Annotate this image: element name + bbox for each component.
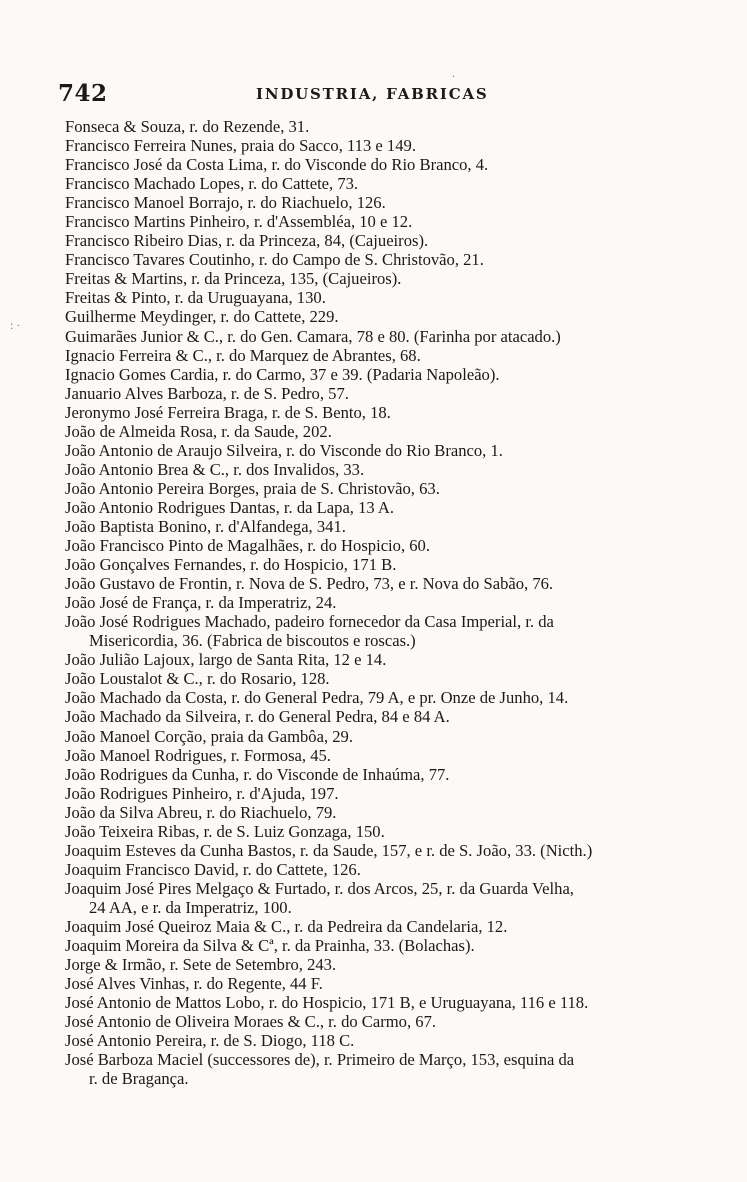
directory-entry: João Antonio Brea & C., r. dos Invalidos, 33. [65,459,365,479]
directory-entry: Freitas & Martins, r. da Princeza, 135, (Cajueiros). [65,269,402,289]
directory-entry: Guilherme Meydinger, r. do Cattete, 229. [65,307,339,327]
directory-entry: João Manoel Corção, praia da Gambôa, 29. [65,726,353,746]
directory-entry: Fonseca & Souza, r. do Rezende, 31. [65,117,310,136]
directory-entry: João Machado da Silveira, r. do General Pedra, 84 e 84 A. [65,707,450,727]
directory-entry: João Teixeira Ribas, r. de S. Luiz Gonzaga, 150. [65,821,385,841]
directory-entry: Francisco José da Costa Lima, r. do Visconde do Rio Branco, 4. [65,155,489,175]
directory-entry: José Barboza Maciel (successores de), r. Primeiro de Março, 153, esquina da [65,1050,575,1070]
directory-entry: João Rodrigues Pinheiro, r. d'Ajuda, 197. [65,783,339,803]
directory-entry: Francisco Ferreira Nunes, praia do Sacco, 113 e 149. [65,136,416,156]
directory-entry: Joaquim José Queiroz Maia & C., r. da Pedreira da Candelaria, 12. [65,916,508,936]
directory-entry: João Machado da Costa, r. do General Pedra, 79 A, e pr. Onze de Junho, 14. [65,688,569,708]
directory-entry: José Antonio de Mattos Lobo, r. do Hospicio, 171 B, e Uruguayana, 116 e 118. [65,993,589,1013]
directory-entry: João Baptista Bonino, r. d'Alfandega, 341. [65,516,346,536]
directory-entry: Freitas & Pinto, r. da Uruguayana, 130. [65,288,326,308]
directory-entry: Francisco Manoel Borrajo, r. do Riachuelo, 126. [65,193,386,213]
directory-entry: Ignacio Gomes Cardia, r. do Carmo, 37 e 39. (Padaria Napoleão). [65,364,500,384]
directory-entry: Jeronymo José Ferreira Braga, r. de S. Bento, 18. [65,402,391,422]
directory-entry: João José Rodrigues Machado, padeiro fornecedor da Casa Imperial, r. da [65,612,554,632]
directory-entry-continuation: r. de Bragança. [89,1069,189,1089]
directory-entry: José Antonio Pereira, r. de S. Diogo, 118 C. [65,1031,355,1051]
directory-entry: Joaquim Moreira da Silva & Cª, r. da Prainha, 33. (Bolachas). [65,936,475,956]
directory-entry: João Gonçalves Fernandes, r. do Hospicio, 171 B. [65,555,397,575]
directory-entry-continuation: 24 AA, e r. da Imperatriz, 100. [89,897,292,917]
directory-entry: João Antonio Pereira Borges, praia de S. Christovão, 63. [65,478,440,498]
directory-entry: Guimarães Junior & C., r. do Gen. Camara, 78 e 80. (Farinha por atacado.) [65,326,561,346]
directory-entry: João Manoel Rodrigues, r. Formosa, 45. [65,745,331,765]
directory-entry: João de Almeida Rosa, r. da Saude, 202. [65,421,332,441]
stray-mark: . [452,66,455,80]
directory-entry: João Julião Lajoux, largo de Santa Rita, 12 e 14. [65,650,387,670]
running-title: INDUSTRIA, FABRICAS [256,85,489,103]
directory-entry: João Rodrigues da Cunha, r. do Visconde de Inhaúma, 77. [65,764,450,784]
directory-entry: Francisco Ribeiro Dias, r. da Princeza, 84, (Cajueiros). [65,231,429,251]
directory-entry: João Loustalot & C., r. do Rosario, 128. [65,669,330,689]
directory-entry: João Francisco Pinto de Magalhães, r. do Hospicio, 60. [65,536,431,556]
page-number: 742 [58,80,108,107]
directory-entry: Francisco Martins Pinheiro, r. d'Assembléa, 10 e 12. [65,212,413,232]
directory-entry: Joaquim Esteves da Cunha Bastos, r. da Saude, 157, e r. de S. João, 33. (Nicth.) [65,840,593,860]
directory-entry: João da Silva Abreu, r. do Riachuelo, 79. [65,802,337,822]
directory-entry-continuation: Misericordia, 36. (Fabrica de biscoutos e roscas.) [89,631,416,651]
directory-entry: Jorge & Irmão, r. Sete de Setembro, 243. [65,955,337,975]
directory-entry: João Antonio de Araujo Silveira, r. do Visconde do Rio Branco, 1. [65,440,503,460]
directory-entry: Francisco Tavares Coutinho, r. do Campo de S. Christovão, 21. [65,250,484,270]
directory-entry: Francisco Machado Lopes, r. do Cattete, 73. [65,174,359,194]
directory-entry: Joaquim José Pires Melgaço & Furtado, r. dos Arcos, 25, r. da Guarda Velha, [65,878,574,898]
directory-entry: João Antonio Rodrigues Dantas, r. da Lapa, 13 A. [65,497,395,517]
directory-listing [65,117,705,1088]
directory-entry: José Antonio de Oliveira Moraes & C., r. do Carmo, 67. [65,1012,437,1032]
directory-entry: João José de França, r. da Imperatriz, 24. [65,593,337,613]
directory-entry: Januario Alves Barboza, r. de S. Pedro, 57. [65,383,349,403]
directory-entry: João Gustavo de Frontin, r. Nova de S. Pedro, 73, e r. Nova do Sabão, 76. [65,574,554,594]
page-header [58,80,698,106]
directory-entry: Ignacio Ferreira & C., r. do Marquez de Abrantes, 68. [65,345,421,365]
directory-entry: Joaquim Francisco David, r. do Cattete, 126. [65,859,361,879]
stray-mark: : · [10,318,21,332]
directory-entry: José Alves Vinhas, r. do Regente, 44 F. [65,974,323,994]
